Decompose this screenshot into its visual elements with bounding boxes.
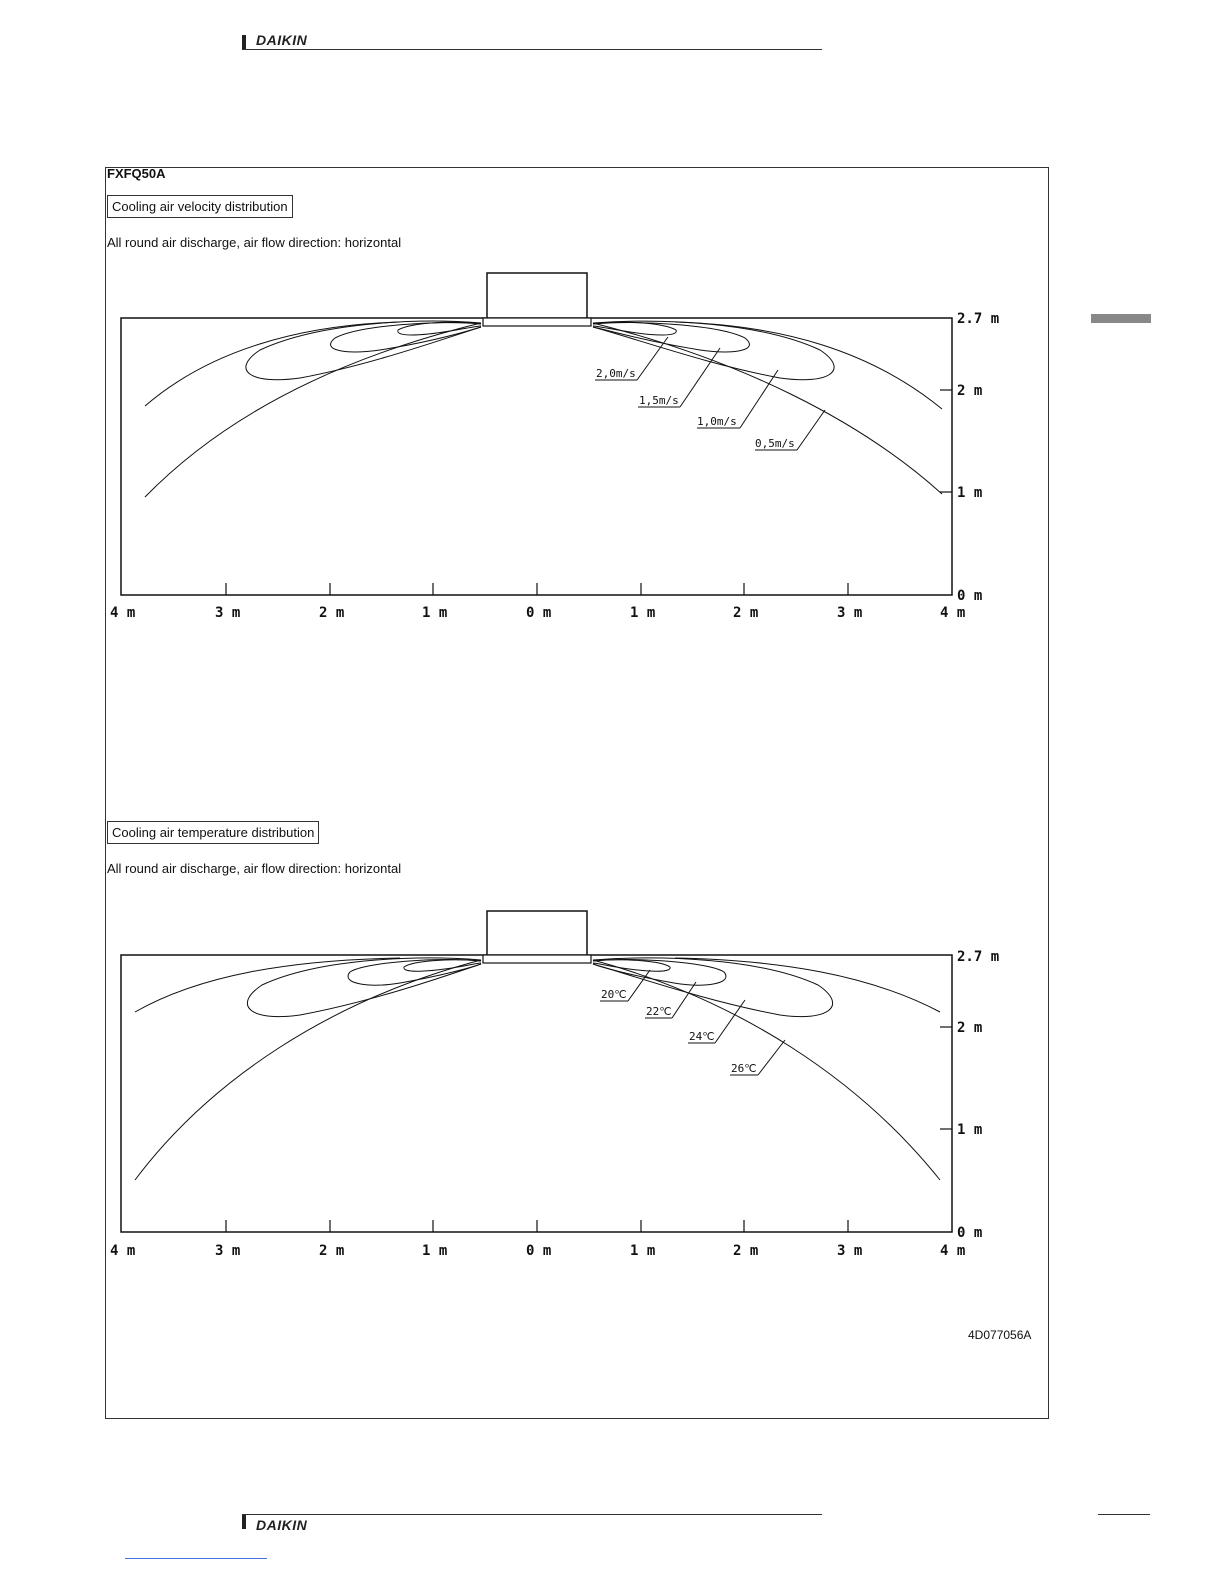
contour-lobe	[593, 958, 833, 1017]
velocity-label-1-0: 1,0m/s	[697, 415, 737, 428]
x-tick-label: 3 m	[215, 605, 241, 621]
indoor-unit-panel	[483, 955, 591, 963]
temperature-label-22: 22℃	[646, 1005, 672, 1018]
y-tick-label: 2 m	[957, 383, 983, 399]
contour-outer	[593, 960, 940, 1180]
indoor-unit-body	[487, 273, 587, 318]
velocity-subtitle: All round air discharge, air flow direction: horizontal	[107, 235, 402, 250]
contour-wide	[675, 958, 940, 1012]
velocity-label-2-0: 2,0m/s	[596, 367, 636, 380]
contour-mid	[593, 323, 749, 352]
temperature-title: Cooling air temperature distribution	[107, 821, 319, 844]
footer-link-underline	[125, 1558, 267, 1559]
header-brand-logo: DAIKIN	[256, 32, 308, 48]
diagram-border	[121, 955, 952, 1232]
y-tick-label: 0 m	[957, 588, 983, 604]
header-logo-mark	[242, 35, 246, 49]
indoor-unit-panel	[483, 318, 591, 326]
footer-brand-logo: DAIKIN	[256, 1517, 308, 1533]
x-tick-label: 3 m	[837, 1243, 863, 1259]
contour-outer	[135, 960, 481, 1180]
x-axis-ticks	[226, 583, 848, 595]
contour-inner	[593, 960, 670, 971]
velocity-label-0-5: 0,5m/s	[755, 437, 795, 450]
y-tick-label: 1 m	[957, 485, 983, 501]
temperature-subtitle: All round air discharge, air flow direction: horizontal	[107, 861, 402, 876]
side-tab-marker	[1091, 314, 1151, 323]
model-name: FXFQ50A	[107, 166, 166, 181]
footer-rule	[242, 1514, 822, 1515]
temperature-diagram	[100, 905, 1020, 1265]
x-axis-ticks	[226, 1220, 848, 1232]
y-tick-label: 0 m	[957, 1225, 983, 1241]
x-tick-label: 3 m	[837, 605, 863, 621]
callout-lines	[600, 970, 785, 1075]
x-tick-label: 2 m	[319, 1243, 345, 1259]
x-tick-label: 1 m	[630, 605, 656, 621]
y-axis-ticks	[940, 1027, 952, 1129]
velocity-title: Cooling air velocity distribution	[107, 195, 293, 218]
contour-wide	[675, 322, 942, 409]
x-tick-label: 0 m	[526, 605, 552, 621]
contour-wide	[135, 958, 400, 1012]
footer-page-rule	[1098, 1514, 1150, 1515]
x-tick-label: 2 m	[733, 605, 759, 621]
x-tick-label: 2 m	[733, 1243, 759, 1259]
y-tick-label: 1 m	[957, 1122, 983, 1138]
temperature-contours	[135, 958, 940, 1180]
contour-inner	[404, 960, 481, 971]
y-axis-ticks	[940, 390, 952, 492]
indoor-unit-body	[487, 911, 587, 955]
y-tick-label: 2 m	[957, 1020, 983, 1036]
velocity-diagram	[100, 265, 1020, 625]
temperature-label-24: 24℃	[689, 1030, 715, 1043]
document-number: 4D077056A	[968, 1328, 1032, 1342]
x-tick-label: 2 m	[319, 605, 345, 621]
x-tick-label: 4 m	[940, 1243, 966, 1259]
velocity-label-1-5: 1,5m/s	[639, 394, 679, 407]
x-tick-label: 4 m	[940, 605, 966, 621]
x-tick-label: 4 m	[110, 1243, 136, 1259]
y-tick-label: 2.7 m	[957, 949, 1000, 965]
x-tick-label: 3 m	[215, 1243, 241, 1259]
temperature-label-26: 26℃	[731, 1062, 757, 1075]
x-tick-label: 1 m	[422, 605, 448, 621]
x-tick-label: 4 m	[110, 605, 136, 621]
x-tick-label: 0 m	[526, 1243, 552, 1259]
diagram-border	[121, 318, 952, 595]
contour-outer	[593, 323, 942, 494]
footer-logo-mark	[242, 1515, 246, 1529]
header-rule	[242, 49, 822, 50]
x-tick-label: 1 m	[630, 1243, 656, 1259]
contour-outer	[145, 323, 481, 497]
velocity-contours	[145, 321, 942, 497]
y-tick-label: 2.7 m	[957, 311, 1000, 327]
x-tick-label: 1 m	[422, 1243, 448, 1259]
temperature-label-20: 20℃	[601, 988, 627, 1001]
